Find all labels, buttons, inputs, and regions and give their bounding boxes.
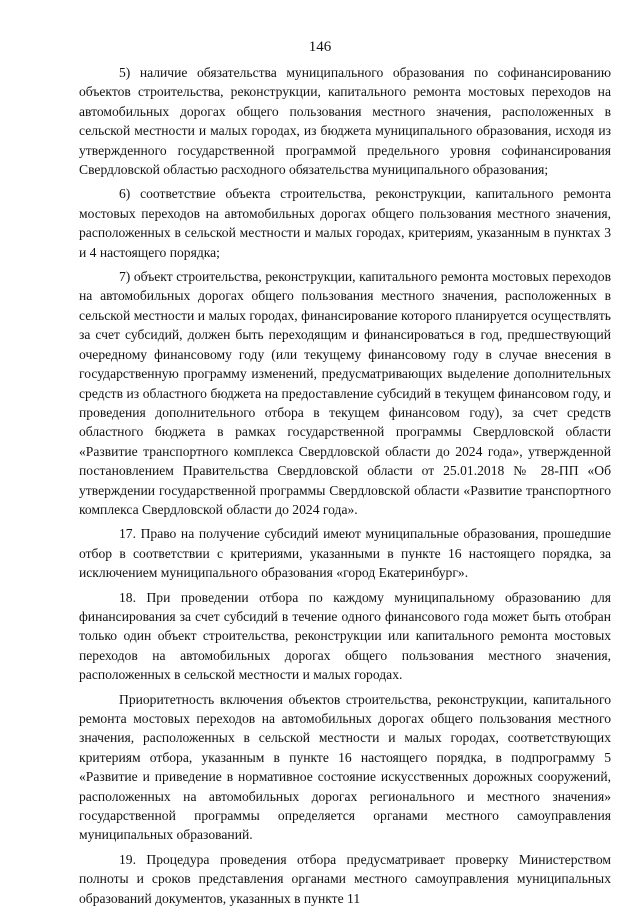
paragraph-item-7: 7) объект строительства, реконструкции, капитального ремонта мостовых переходов на автомобильных дорогах общего пользования местного значения, расположенных в сельской местности и малых городах, финансирование которого планируется осуществлять за счет субсидий, должен быть переходящим и финансироваться в год, предшествующий очередному финансовому году (или текущему финансовому году в случае внесения в государственную программу изменений, предусматривающих выделение дополнительных средств из областного бюджета на предоставление субсидий в текущем финансовом году, и проведения дополнительного отбора в текущем финансовом году), за счет средств областного бюджета в рамках государственной программы Свердловской области «Развитие транспортного комплекса Свердловской области до 2024 года», утвержденной постановлением Правительства Свердловской области от 25.01.2018 № 28-ПП «Об утверждении государственной программы Свердловской области «Развитие транспортного комплекса Свердловской области до 2024 года». xyxy=(79,269,611,517)
paragraph-clause-18: 18. При проведении отбора по каждому муниципальному образованию для финансирования за счет субсидий в течение одного финансового года может быть отобран только один объект строительства, реконструкции или капитального ремонта мостовых переходов на автомобильных дорогах общего пользования местного значения, расположенных в сельской местности и малых городах. xyxy=(79,589,611,683)
paragraph-clause-19: 19. Процедура проведения отбора предусматривает проверку Министерством полноты и сроков представления органами местного самоуправления муниципальных образований документов, указанных в пункте 11 xyxy=(79,851,611,906)
page-number: 146 xyxy=(308,39,332,55)
paragraph-item-5: 5) наличие обязательства муниципального образования по софинансированию объектов строительства, реконструкции, капитального ремонта мостовых переходов на автомобильных дорогах общего пользования местного значения, расположенных в сельской местности и малых городах, из бюджета муниципального образования, исходя из утвержденного государственной программой предельного уровня софинансирования Свердловской областью расходного обязательства муниципального образования; xyxy=(79,65,611,178)
paragraph-item-6: 6) соответствие объекта строительства, реконструкции, капитального ремонта мостовых переходов на автомобильных дорогах общего пользования местного значения, расположенных в сельской местности и малых городах, критериям, указанным в пунктах 3 и 4 настоящего порядка; xyxy=(79,186,611,260)
paragraph-clause-17: 17. Право на получение субсидий имеют муниципальные образования, прошедшие отбор в соответствии с критериями, указанными в пункте 16 настоящего порядка, за исключением муниципального образования «город Екатеринбург». xyxy=(79,526,611,581)
document-body xyxy=(79,63,611,908)
paragraph-priority: Приоритетность включения объектов строительства, реконструкции, капитального ремонта мостовых переходов на автомобильных дорогах общего пользования местного значения, расположенных в сельской местности и малых городах, соответствующих критериям отбора, указанным в пункте 16 настоящего порядка, в подпрограмму 5 «Развитие и приведение в нормативное состояние искусственных дорожных сооружений, расположенных на автомобильных дорогах регионального и местного значения» государственной программы определяется органами местного самоуправления муниципальных образований. xyxy=(79,691,611,843)
